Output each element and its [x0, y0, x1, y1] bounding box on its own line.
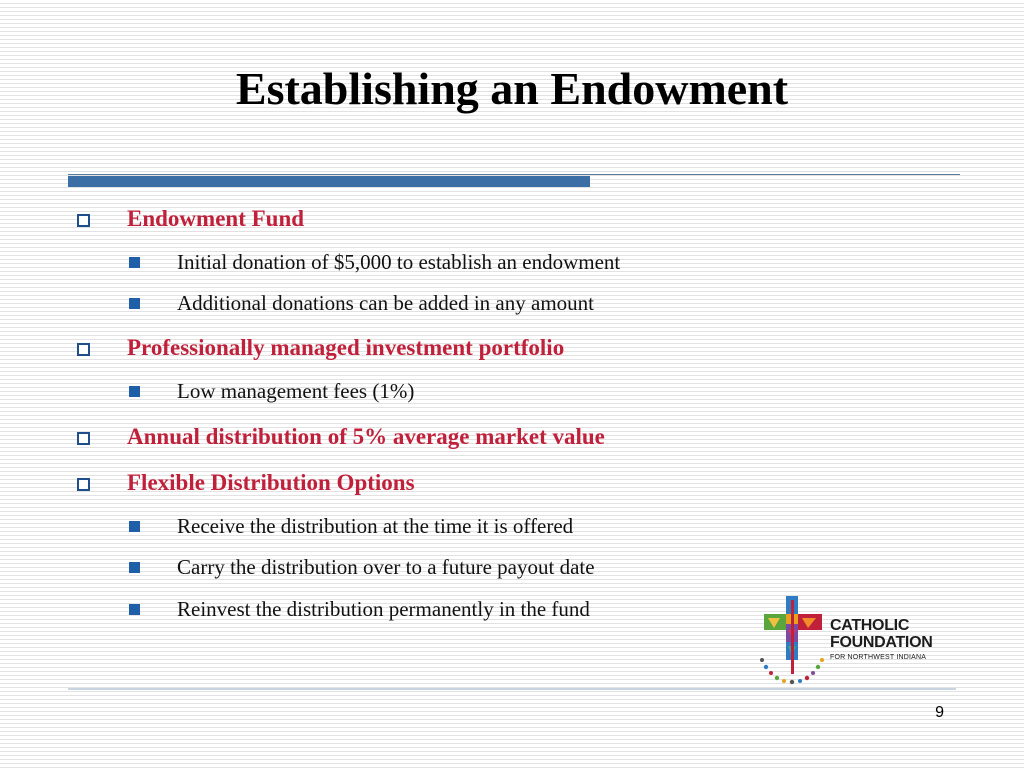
cross-icon	[758, 594, 830, 686]
catholic-foundation-logo	[758, 594, 948, 686]
hollow-square-icon	[77, 478, 90, 491]
bullet-text: Reinvest the distribution permanently in the fund	[177, 597, 590, 621]
filled-square-icon	[129, 604, 140, 615]
logo-wordmark	[830, 618, 932, 661]
hollow-square-icon	[77, 214, 90, 227]
bullet-text: Annual distribution of 5% average market value	[127, 424, 605, 449]
bullet-text: Receive the distribution at the time it is offered	[177, 514, 574, 538]
bullet-text: Initial donation of $5,000 to establish an endowment	[177, 250, 621, 274]
filled-square-icon	[129, 521, 140, 532]
filled-square-icon	[129, 562, 140, 573]
page-number: 9	[935, 704, 944, 721]
bullet-text: Carry the distribution over to a future payout date	[177, 555, 595, 579]
logo-line-foundation: FOUNDATION	[830, 634, 933, 651]
hollow-square-icon	[77, 432, 90, 445]
bullet-text: Professionally managed investment portfolio	[127, 335, 565, 360]
logo-line-region: FOR NORTHWEST INDIANA	[830, 654, 927, 661]
bullet-text: Low management fees (1%)	[177, 379, 415, 403]
filled-square-icon	[129, 386, 140, 397]
bullet-text: Flexible Distribution Options	[127, 470, 415, 495]
logo-line-catholic: CATHOLIC	[830, 617, 910, 634]
filled-square-icon	[129, 257, 140, 268]
slide-title: Establishing an Endowment	[235, 63, 789, 114]
footer-divider	[68, 688, 956, 690]
bullet-text: Additional donations can be added in any amount	[177, 291, 594, 315]
filled-square-icon	[129, 298, 140, 309]
bullet-text: Endowment Fund	[127, 206, 305, 231]
hollow-square-icon	[77, 343, 90, 356]
